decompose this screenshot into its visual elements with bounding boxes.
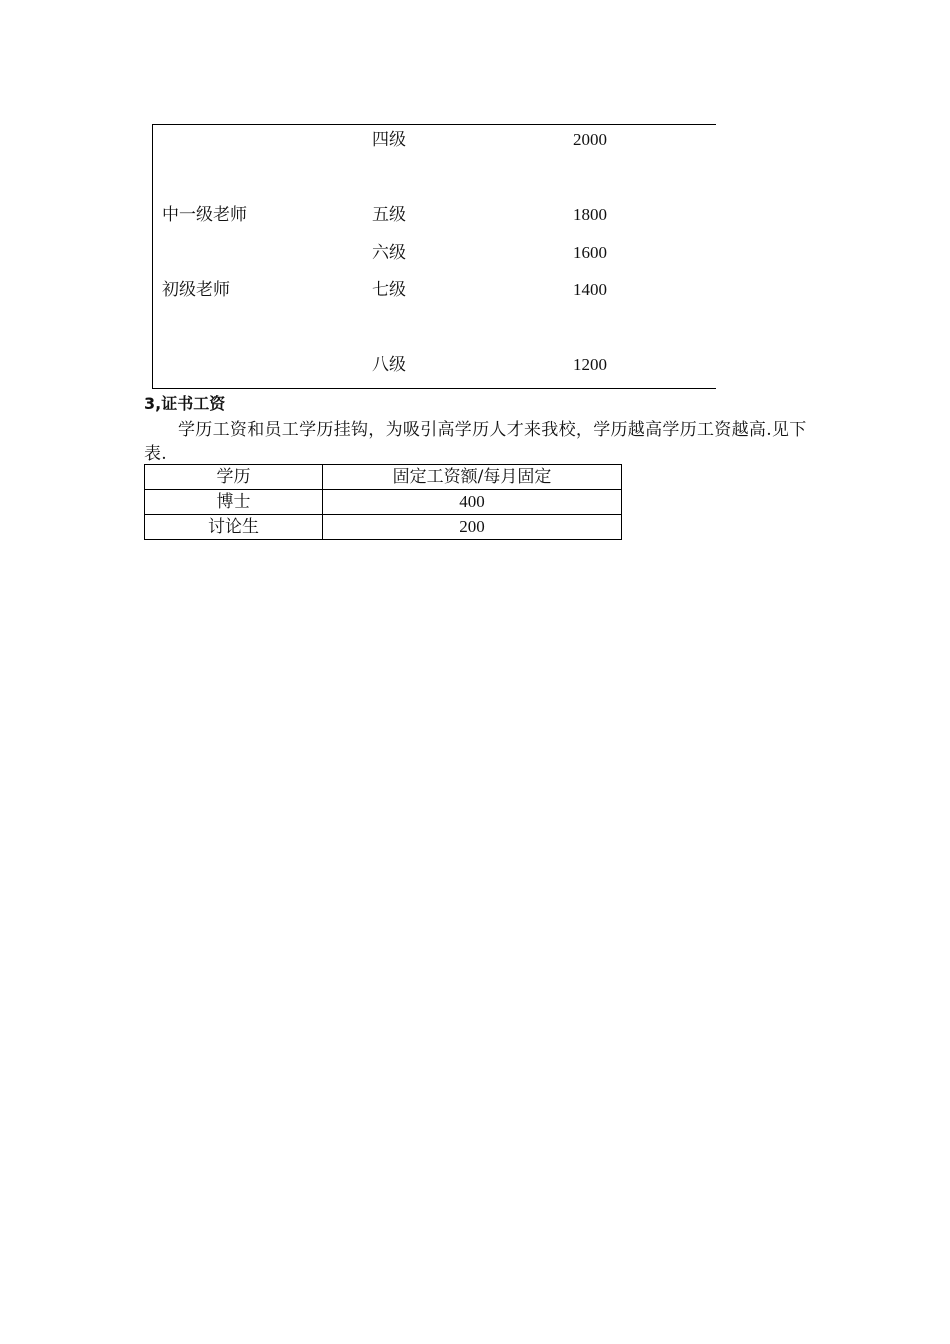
amount-cell: 1200 <box>573 355 607 374</box>
table-header-row <box>145 465 622 490</box>
grade-cell: 四级 <box>372 130 406 150</box>
salary-cell: 400 <box>323 490 622 515</box>
column-header-fixed-salary: 固定工资额/每月固定 <box>323 465 622 490</box>
table-row <box>145 490 622 515</box>
title-cell: 初级老师 <box>162 280 230 300</box>
amount-cell: 1600 <box>573 243 607 262</box>
education-cell: 博士 <box>145 490 323 515</box>
education-cell: 讨论生 <box>145 515 323 540</box>
amount-cell: 1800 <box>573 205 607 224</box>
grade-cell: 五级 <box>372 205 406 225</box>
salary-cell: 200 <box>323 515 622 540</box>
certificate-salary-table <box>144 464 622 540</box>
grade-cell: 七级 <box>372 280 406 300</box>
table-row <box>145 515 622 540</box>
grade-salary-table <box>152 124 716 389</box>
section-heading: 3,证书工资 <box>144 394 226 413</box>
grade-cell: 八级 <box>372 355 406 375</box>
amount-cell: 2000 <box>573 130 607 149</box>
amount-cell: 1400 <box>573 280 607 299</box>
column-header-education: 学历 <box>145 465 323 490</box>
grade-cell: 六级 <box>372 243 406 263</box>
title-cell: 中一级老师 <box>162 205 247 225</box>
section-paragraph: 学历工资和员工学历挂钩，为吸引高学历人才来我校，学历越高学历工资越高.见下表. <box>144 420 807 464</box>
